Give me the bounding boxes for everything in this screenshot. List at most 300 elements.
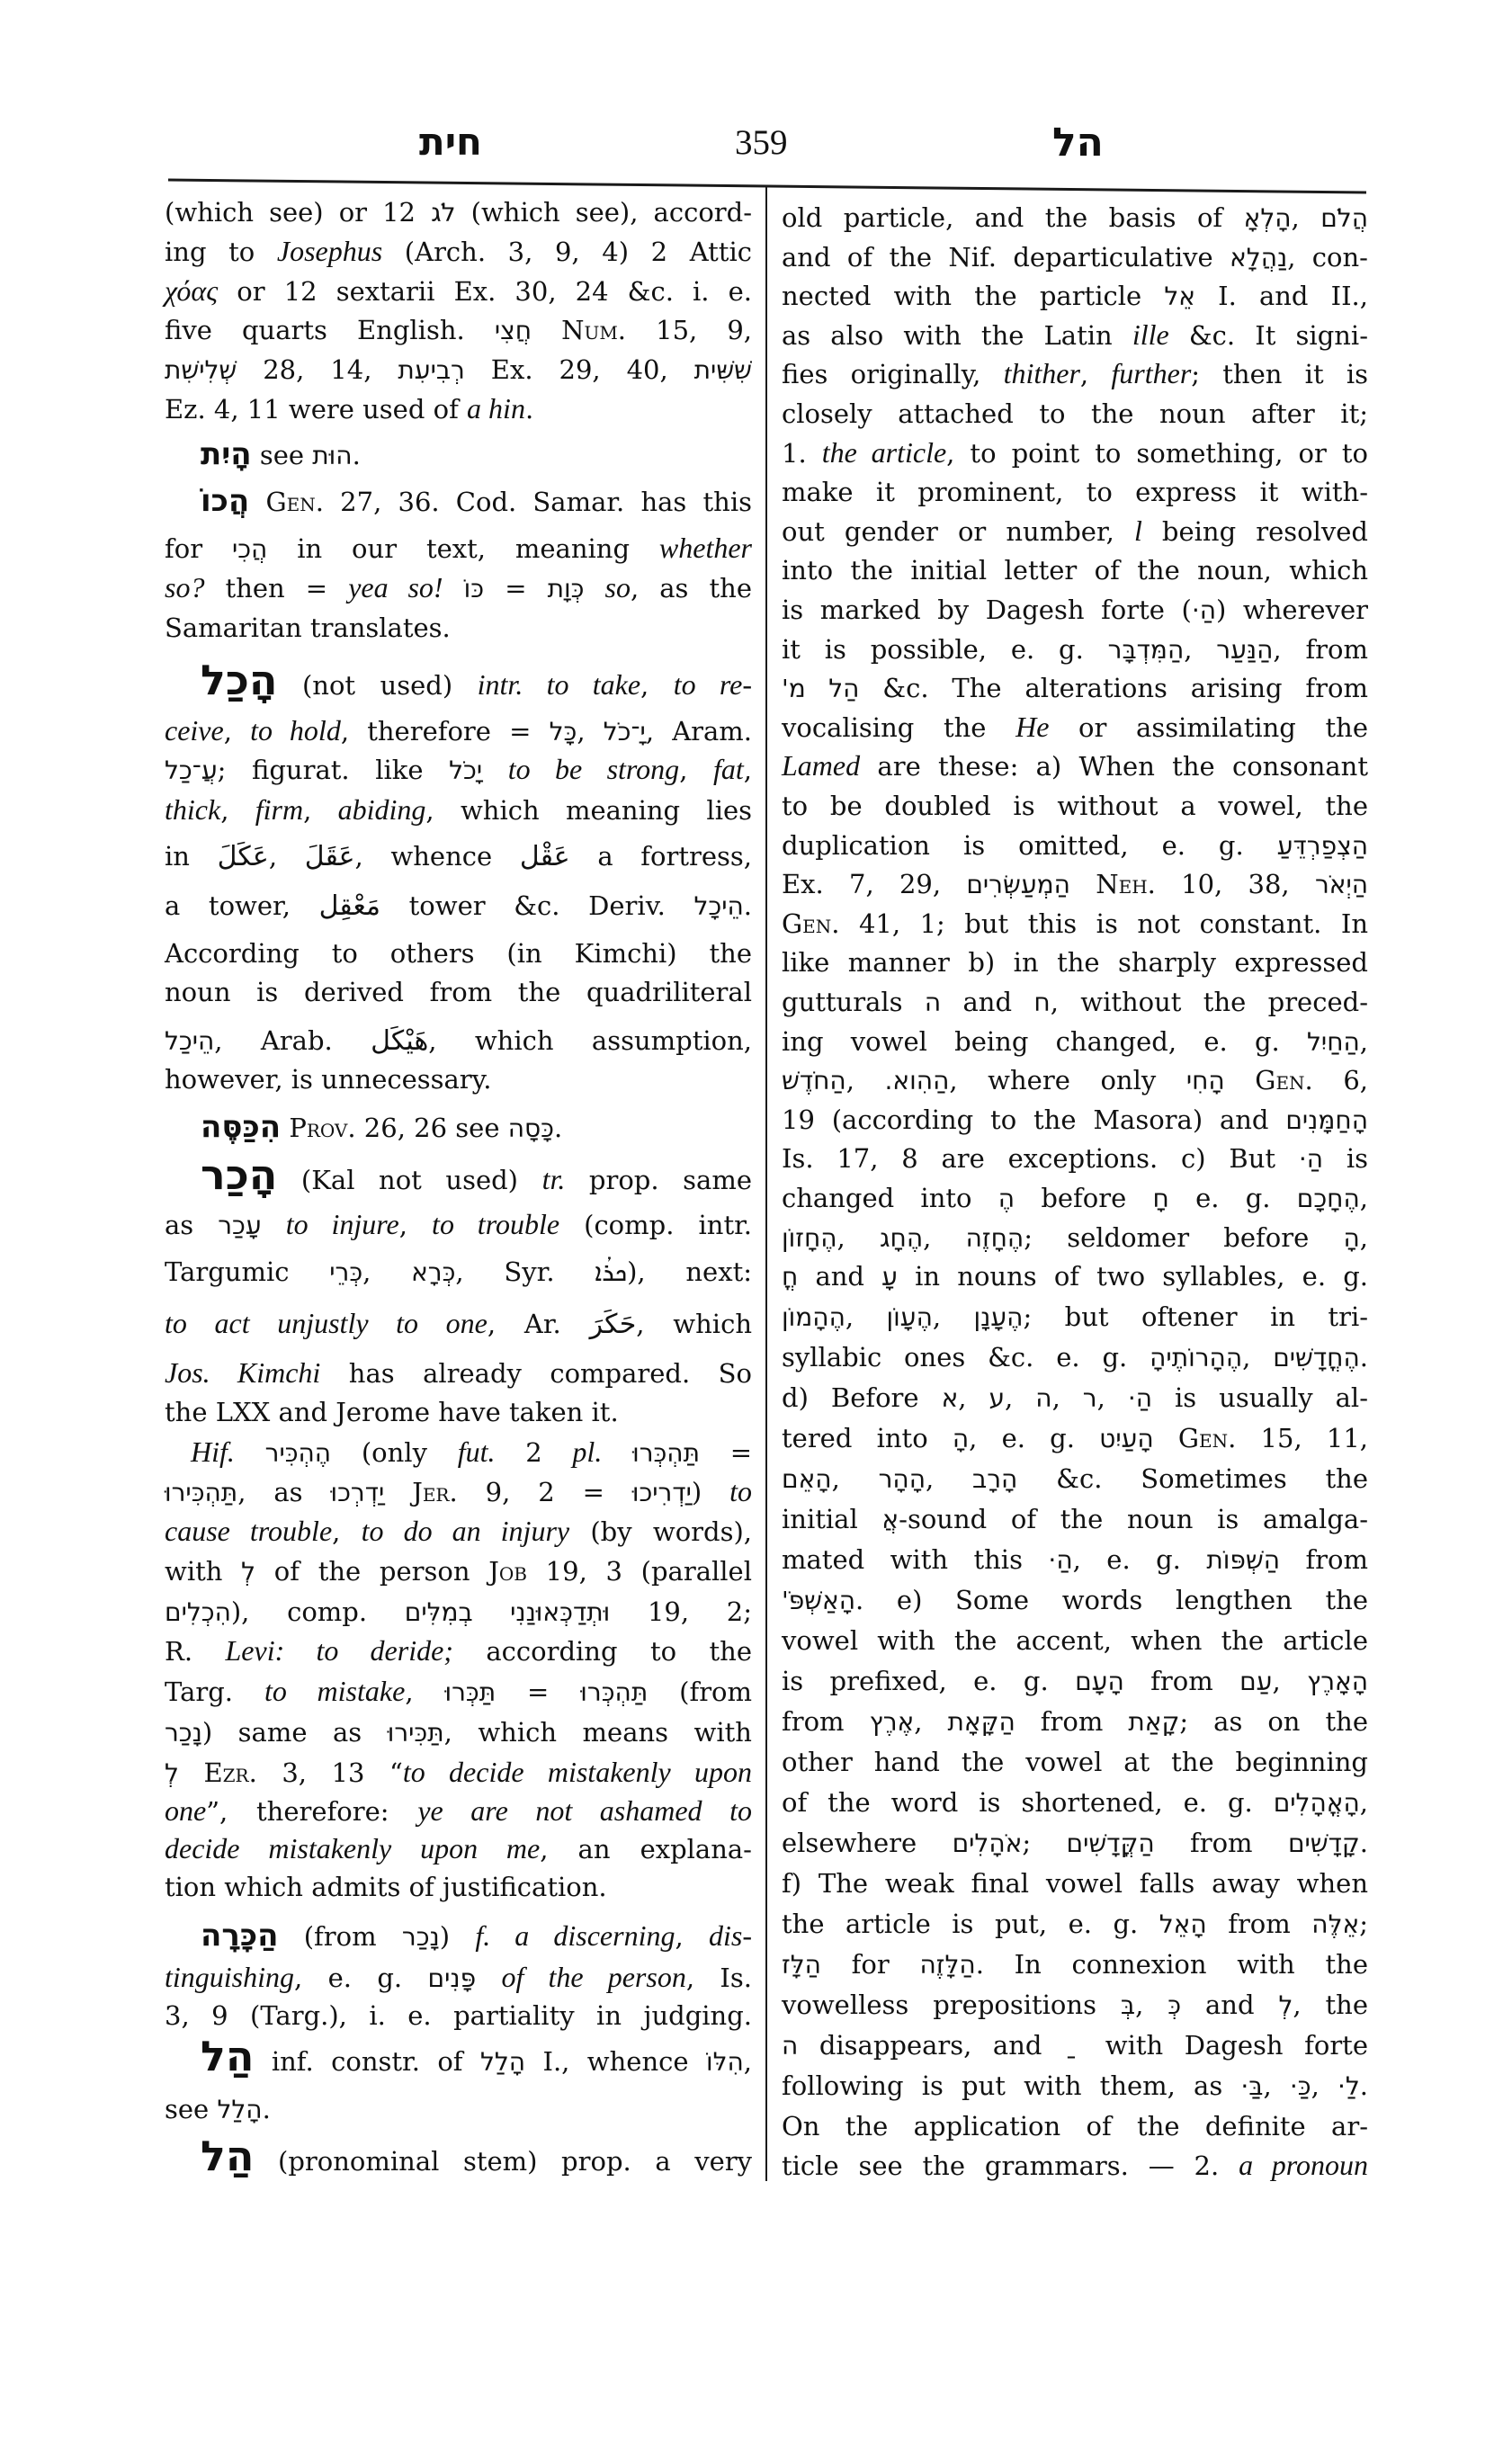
left-column [165, 0, 752, 2450]
text-line [782, 434, 1368, 473]
roman-text: (pronominal stem) prop. a very [254, 2146, 752, 2177]
hebrew-word: פָּנִים [427, 1963, 477, 1993]
italic-text: χόας [165, 274, 219, 307]
roman-text: ), next: [627, 1256, 752, 1287]
italic-text: fat [713, 753, 744, 785]
roman-text: with [165, 1556, 242, 1587]
hebrew-word: הָרָב [972, 1464, 1018, 1494]
roman-text: ; as on the [1179, 1706, 1369, 1737]
text-line [165, 750, 752, 790]
roman-text: ) wherever [1216, 595, 1368, 625]
text-line [165, 1472, 752, 1512]
text-line [165, 1304, 752, 1344]
hebrew-word: הֶהָרוֹתֶיהָ [1150, 1343, 1243, 1373]
roman-text: from [1015, 1706, 1129, 1737]
hebrew-word: כְּרָא [411, 1257, 456, 1287]
text-line [165, 350, 752, 389]
roman-text: being resolved [1141, 516, 1368, 547]
roman-text: , [1359, 1222, 1369, 1253]
roman-text: ; seldomer before [1024, 1222, 1344, 1253]
roman-text: 19, 2; [610, 1596, 753, 1627]
roman-text: 27, 36. Cod. Samar. has this [323, 487, 752, 517]
roman-text: , from [1273, 634, 1369, 665]
roman-text: (Arch. 3, 9, 4) 2 Attic [382, 237, 752, 267]
roman-text: or assimilating the [1049, 712, 1368, 743]
roman-text: , e. g. [1072, 1544, 1207, 1575]
text-line [165, 1829, 752, 1869]
text-line [782, 2146, 1368, 2186]
roman-text: , Is. [685, 1963, 752, 1993]
italic-text: of the person [501, 1961, 686, 1993]
hebrew-word: הַשְׁפּוֹת [1206, 1545, 1280, 1575]
hebrew-word: בְּ [1120, 1990, 1136, 2020]
italic-text: a hin [467, 392, 525, 425]
roman-text: of the person [255, 1556, 489, 1587]
roman-text: and [1181, 1990, 1279, 2020]
roman-text [482, 755, 508, 785]
roman-text: = [700, 1437, 753, 1468]
hebrew-word: הָלַל [479, 2047, 526, 2077]
text-line [782, 550, 1368, 590]
hebrew-word: קָדָשִׁים [1287, 1829, 1360, 1858]
roman-text [179, 1757, 204, 1788]
roman-text: , [1263, 2070, 1290, 2101]
roman-text: , as the [630, 573, 753, 604]
hebrew-word: תַּכְּרוּ [444, 1677, 497, 1707]
roman-text: According to others (in Kimchi) the [165, 938, 752, 969]
hebrew-headword-large: הָכַל [201, 656, 278, 704]
roman-text: , [926, 1463, 973, 1494]
book-reference: Job [488, 1556, 527, 1587]
entry-line [165, 2132, 752, 2181]
roman-text: Is. 17, 8 are exceptions. c) But [782, 1143, 1299, 1174]
text-line [782, 1022, 1368, 1061]
hebrew-headword-large: הַל [201, 2032, 255, 2080]
roman-text: , [398, 1210, 433, 1240]
text-line [165, 232, 752, 272]
roman-text: as also with the Latin [782, 320, 1132, 351]
roman-text: to be doubled is without a vowel, the [782, 791, 1368, 821]
hebrew-word: הַלָּזֶה [919, 1950, 976, 1980]
text-line [165, 310, 752, 350]
arabic-word: حَكَرَ [589, 1309, 637, 1340]
guide-word-left: חית [419, 120, 482, 164]
hebrew-word: הַמְעַשְּׂרִים [966, 870, 1070, 899]
text-line [165, 836, 752, 876]
hebrew-word: הָעָם [1075, 1667, 1124, 1696]
roman-text: ) [691, 1477, 730, 1507]
roman-text [235, 1437, 265, 1468]
arabic-word: عَقْل [519, 841, 570, 872]
roman-text: vowelless prepositions [782, 1990, 1121, 2020]
roman-text: . [352, 440, 361, 470]
hebrew-word: ַ [1063, 2031, 1085, 2061]
text-line [782, 316, 1368, 355]
hebrew-word: א [941, 1383, 959, 1413]
hebrew-word: כּוֹ [463, 574, 485, 604]
roman-text: are these: a) When the consonant [860, 751, 1368, 782]
hebrew-word: הָעַיִט [1099, 1424, 1154, 1453]
text-line [782, 1378, 1368, 1417]
hebrew-word: אֲ [881, 1505, 899, 1534]
hebrew-word: הָאֳהָלִים [1273, 1788, 1360, 1818]
hebrew-word: הָאֵל [1159, 1909, 1207, 1939]
hebrew-word: הַ· [1191, 595, 1217, 625]
entry-line [165, 2032, 752, 2081]
roman-text: , [743, 2046, 752, 2077]
arabic-word: عَقَلَ [304, 841, 355, 872]
roman-text: , [845, 1065, 885, 1095]
text-line [782, 1218, 1368, 1257]
text-line [782, 237, 1368, 277]
roman-text: , [932, 1301, 974, 1332]
hebrew-word: לְ [165, 1758, 179, 1788]
italic-text: Lamed [782, 749, 861, 782]
roman-text: , [1291, 202, 1321, 233]
roman-text: and [798, 1261, 882, 1292]
hebrew-word: הָ [1343, 1223, 1360, 1253]
text-line [782, 1580, 1368, 1620]
roman-text [262, 1210, 286, 1240]
italic-text: a pronoun [1239, 2149, 1368, 2181]
roman-text: , which meaning lies [425, 795, 753, 826]
roman-text: is [1323, 1143, 1368, 1174]
italic-text: to hold [250, 714, 341, 747]
roman-text: from [782, 1706, 870, 1737]
roman-text [584, 573, 604, 604]
italic-text: thither [1003, 357, 1080, 389]
hebrew-word: כְּרֵי [329, 1257, 363, 1287]
roman-text: according to the [452, 1636, 753, 1667]
text-line [782, 630, 1368, 669]
text-line [165, 1592, 752, 1632]
roman-text: , [958, 1382, 989, 1413]
text-line [165, 1672, 752, 1712]
text-line [782, 276, 1368, 316]
roman-text: , [362, 1256, 412, 1287]
roman-text: , where only [949, 1065, 1186, 1095]
italic-text: l [1133, 514, 1142, 547]
roman-text: other hand the vowel at the beginning [782, 1747, 1368, 1777]
roman-text: , [303, 795, 338, 826]
roman-text: in [165, 841, 218, 872]
roman-text: (from [648, 1677, 753, 1707]
roman-text: ; [1022, 1828, 1067, 1858]
roman-text: from [1206, 1909, 1312, 1939]
hebrew-word: יַדְרְכוּ [330, 1478, 385, 1507]
roman-text: nected with the particle [782, 281, 1165, 311]
roman-text: ; but oftener in tri- [1023, 1301, 1369, 1332]
roman-text: , [405, 1677, 445, 1707]
roman-text: , [1135, 1990, 1168, 2020]
italic-text: to injure [285, 1208, 399, 1240]
roman-text: ) same as [201, 1717, 388, 1748]
roman-text [281, 1113, 289, 1143]
italic-text: ceive [165, 714, 224, 747]
hebrew-word: הַהִוא. [884, 1066, 950, 1095]
roman-text: , [679, 755, 714, 785]
hebrew-word: הַ· [1048, 1545, 1073, 1575]
hebrew-word: הֵיכָל [693, 891, 744, 921]
roman-text: = [484, 573, 548, 604]
text-line [782, 1297, 1368, 1337]
entry-line [165, 435, 752, 475]
hebrew-word: לְ [241, 1557, 256, 1587]
roman-text: 19, 3 (parallel [526, 1556, 752, 1587]
roman-text: , con- [1287, 242, 1368, 273]
hebrew-word: אֵלֶּה [1311, 1909, 1360, 1939]
roman-text: ; [1359, 1909, 1368, 1939]
italic-text: further [1111, 357, 1192, 389]
roman-text: and of the Nif. departiculative [782, 242, 1230, 273]
hebrew-word: עַם [1239, 1667, 1273, 1696]
italic-text: decide mistakenly upon me [165, 1832, 541, 1864]
text-line [782, 904, 1368, 943]
roman-text: ticle see the grammars. — 2. [782, 2150, 1239, 2181]
hebrew-word: הֶחֳדָשִׁים [1273, 1343, 1360, 1373]
roman-text [1225, 1065, 1256, 1095]
roman-text: , [923, 1222, 966, 1253]
roman-text [1154, 1423, 1178, 1453]
italic-text: to decide mistakenly upon [402, 1756, 753, 1788]
roman-text: 3, 9 (Targ.), i. e. partiality in judging. [165, 2000, 752, 2031]
roman-text: (comp. intr. [559, 1210, 752, 1240]
roman-text: initial [782, 1504, 882, 1534]
book-reference: Gen. [782, 908, 840, 939]
book-reference: Gen. [265, 487, 324, 517]
text-line [165, 389, 752, 429]
roman-text: tion which admits of justification. [165, 1872, 607, 1902]
text-line [782, 982, 1368, 1022]
hebrew-word: אֹהָלִים [952, 1829, 1023, 1858]
text-line [165, 711, 752, 751]
hebrew-headword: הָיִת [201, 436, 252, 472]
text-line [782, 1823, 1368, 1863]
italic-text: so? [165, 571, 205, 604]
italic-text: He [1015, 711, 1050, 743]
hebrew-headword-large: הָכַר [201, 1150, 278, 1199]
text-line [782, 512, 1368, 551]
roman-text: . e) Some words lengthen the [855, 1585, 1368, 1615]
italic-text: Josephus [276, 235, 383, 267]
hebrew-word: הַנַּעַר [1216, 635, 1274, 665]
roman-text: , [1311, 2070, 1338, 2101]
hebrew-word: אֵל [1164, 282, 1195, 311]
hebrew-word: הַקָּאָת [947, 1707, 1015, 1737]
hebrew-word: ה [924, 988, 942, 1017]
text-line [782, 943, 1368, 982]
hebrew-word: הָהָר [878, 1464, 926, 1494]
entry-line [165, 1150, 752, 1200]
roman-text: inf. constr. of [254, 2046, 480, 2077]
hebrew-word: הֶהָמוֹן [782, 1302, 845, 1332]
hebrew-word: הָלַל [217, 2095, 263, 2124]
text-line [165, 1632, 752, 1671]
italic-text: to act unjustly to one [165, 1307, 488, 1339]
roman-text: vowel with the accent, when the article [782, 1625, 1368, 1656]
roman-text: &c. The alterations arising from [859, 673, 1368, 703]
hebrew-headword-large: הַל [201, 2132, 255, 2180]
roman-text: , [1359, 1787, 1368, 1818]
text-line [165, 2089, 752, 2129]
italic-text: fut. [457, 1435, 496, 1468]
roman-text: , [1242, 1342, 1274, 1373]
text-line [165, 1205, 752, 1245]
text-line [782, 1621, 1368, 1660]
roman-text: syllabic ones &c. e. g. [782, 1342, 1150, 1373]
text-line [782, 590, 1368, 630]
hebrew-word: חָ [1152, 1184, 1169, 1213]
roman-text: the LXX and Jerome have taken it. [165, 1397, 619, 1427]
text-line [165, 1753, 752, 1793]
text-line [782, 1864, 1368, 1903]
roman-text: -sound of the noun is amalga- [899, 1504, 1368, 1534]
text-line [782, 2066, 1368, 2106]
roman-text: 28, 14, [237, 354, 398, 385]
text-line [782, 1459, 1368, 1498]
roman-text: , whence [354, 841, 520, 872]
roman-text: . [553, 1113, 563, 1143]
text-line [782, 1178, 1368, 1218]
roman-text: . [743, 890, 752, 921]
roman-text: ”, therefore: [206, 1796, 418, 1827]
hebrew-word: יָ־כֹל [603, 717, 646, 747]
hebrew-word: הוּת [312, 441, 353, 470]
italic-text: pl. [572, 1435, 603, 1468]
text-line [782, 2025, 1368, 2065]
text-line [782, 864, 1368, 904]
roman-text: (only [331, 1437, 458, 1468]
roman-text: (not used) [277, 670, 478, 701]
roman-text: , which [636, 1309, 752, 1339]
roman-text: Ex. 7, 29, [782, 869, 967, 899]
italic-text: to do an injury [361, 1515, 570, 1547]
roman-text: Samaritan translates. [165, 612, 451, 643]
roman-text: see [251, 440, 313, 470]
roman-text: , [577, 716, 604, 747]
text-line [782, 1418, 1368, 1458]
hebrew-word: תַּכִּירוּ [387, 1718, 444, 1748]
text-line [165, 272, 752, 311]
roman-text [384, 1477, 412, 1507]
text-line [782, 1337, 1368, 1377]
hebrew-word: כָּל [549, 717, 577, 747]
hebrew-word: לְ [1278, 1990, 1293, 2020]
text-line [165, 1551, 752, 1591]
roman-text: Ez. 4, 11 were used of [165, 394, 468, 425]
hebrew-word: לֹג [431, 198, 456, 228]
roman-text: , [1051, 1382, 1083, 1413]
roman-text [443, 573, 464, 604]
hebrew-word: הֶעָוֹן [886, 1302, 933, 1332]
italic-text: firm [255, 793, 304, 826]
italic-text: intr. to take [477, 668, 641, 701]
text-line [782, 1945, 1368, 1984]
roman-text: , [1359, 1183, 1368, 1213]
roman-text: closely attached to the noun after it; [782, 398, 1368, 429]
roman-text: out gender or number, [782, 516, 1134, 547]
roman-text: has already compared. So [320, 1358, 752, 1389]
roman-text: , [1079, 359, 1112, 389]
hebrew-word: הֲכִי [231, 534, 268, 564]
syriac-word: ܟܪܳܐ [595, 1257, 628, 1287]
book-reference: Neh. [1096, 869, 1156, 899]
roman-text: before [1015, 1183, 1153, 1213]
hebrew-word: הָאַשְׁפֹּ' [782, 1586, 856, 1615]
roman-text: ing to [165, 237, 277, 267]
roman-text: with Dagesh forte [1084, 2030, 1369, 2061]
text-line [165, 1792, 752, 1831]
subentry-line [165, 1433, 752, 1472]
roman-text: fies originally, [782, 359, 1004, 389]
roman-text: , which means with [443, 1717, 752, 1748]
roman-text: as [165, 1210, 219, 1240]
roman-text: make it prominent, to express it with- [782, 477, 1368, 507]
roman-text: (which see) or 12 [165, 197, 432, 228]
text-line [165, 1867, 752, 1907]
roman-text: (by words), [569, 1516, 753, 1547]
roman-text: , [675, 1921, 709, 1952]
roman-text: for [820, 1949, 920, 1980]
roman-text: (Kal not used) [277, 1165, 542, 1195]
text-line [782, 1985, 1368, 2025]
text-line [782, 1702, 1368, 1741]
roman-text: elsewhere [782, 1828, 953, 1858]
roman-text: , [332, 1516, 362, 1547]
roman-text: , [1005, 1382, 1036, 1413]
italic-text: yea so! [348, 571, 443, 604]
hebrew-word: יָכֹל [449, 756, 483, 785]
hebrew-word: כָּסָה [507, 1113, 554, 1143]
roman-text: e. g. [1168, 1183, 1297, 1213]
roman-text: or 12 sextarii Ex. 30, 24 &c. i. e. [218, 276, 752, 307]
text-line [782, 1540, 1368, 1579]
roman-text: , [1184, 634, 1217, 665]
roman-text: , [1096, 1382, 1128, 1413]
roman-text: , e. g. [294, 1963, 428, 1993]
hebrew-word: הֶחָזֶה [965, 1223, 1024, 1253]
roman-text: , therefore = [340, 716, 550, 747]
roman-text: . [262, 2094, 271, 2124]
italic-text: abiding [337, 793, 426, 826]
text-line [782, 1139, 1368, 1178]
entry-line [165, 1917, 752, 1956]
italic-text: ye are not ashamed to [417, 1794, 752, 1827]
hebrew-word: שִׁשִּׁית [693, 355, 752, 385]
roman-text: from [1123, 1666, 1240, 1696]
roman-text: 3, 13 “ [256, 1757, 403, 1788]
roman-text: tered into [782, 1423, 953, 1453]
hebrew-word: לַ· [1337, 2071, 1360, 2101]
roman-text: , [640, 670, 674, 701]
roman-text: f) The weak final vowel falls away when [782, 1868, 1368, 1899]
italic-text: to mistake [264, 1675, 406, 1707]
roman-text: . [524, 394, 534, 425]
roman-text: and [941, 987, 1034, 1017]
roman-text: a fortress, [569, 841, 753, 872]
roman-text [602, 1437, 632, 1468]
roman-text: , [1272, 1666, 1308, 1696]
hebrew-word: הַיְאֹר [1314, 870, 1369, 899]
hebrew-word: עֲ־כַל [165, 756, 218, 785]
italic-text: cause trouble [165, 1515, 333, 1547]
hebrew-word: הָאָרֶץ [1307, 1667, 1369, 1696]
roman-text: mated with this [782, 1544, 1049, 1575]
hebrew-word: קָאַת [1128, 1707, 1180, 1737]
arabic-word: هَيْكَل [371, 1025, 429, 1057]
hebrew-word: הֶעָנָן [973, 1302, 1024, 1332]
book-reference: Prov. [289, 1113, 356, 1143]
